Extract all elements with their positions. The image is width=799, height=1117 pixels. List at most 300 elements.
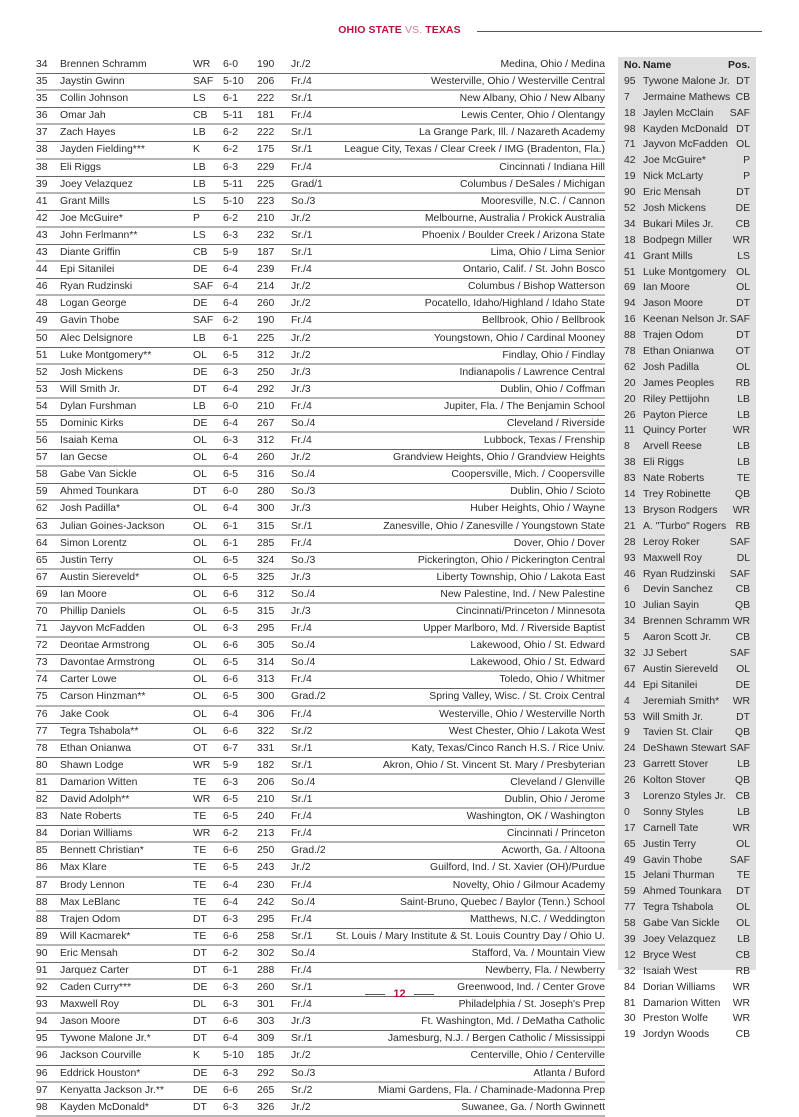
player-height: 6-4 [223, 452, 239, 464]
player-weight: 312 [257, 349, 275, 361]
roster-number: 36 [36, 110, 48, 122]
table-row [36, 142, 605, 159]
player-weight: 243 [257, 862, 275, 874]
sidebar-position: LB [737, 441, 750, 453]
table-row [36, 313, 605, 330]
roster-number: 97 [36, 1084, 48, 1096]
sidebar-position: RB [735, 520, 750, 532]
player-name: Max Klare [60, 862, 107, 874]
player-hometown: Columbus / DeSales / Michigan [460, 178, 605, 190]
table-row [36, 775, 605, 792]
player-name: Davontae Armstrong [60, 657, 155, 669]
sidebar-position: LS [737, 250, 750, 262]
player-hometown: Jupiter, Fla. / The Benjamin School [444, 400, 605, 412]
sidebar-position: OL [736, 902, 750, 914]
sidebar-name: Kayden McDonald [643, 123, 728, 135]
player-name: Ryan Rudzinski [60, 281, 133, 293]
player-name: Zach Hayes [60, 127, 116, 139]
sidebar-number: 59 [624, 886, 636, 898]
player-weight: 312 [257, 588, 275, 600]
sidebar-position: DT [736, 187, 750, 199]
sidebar-position: SAF [729, 107, 750, 119]
roster-number: 41 [36, 195, 48, 207]
list-item [618, 725, 756, 741]
player-height: 6-0 [223, 400, 239, 412]
sidebar-number: 26 [624, 409, 636, 421]
sidebar-number: 20 [624, 377, 636, 389]
player-weight: 314 [257, 657, 275, 669]
sidebar-name: Kolton Stover [643, 775, 706, 787]
player-hometown: Centerville, Ohio / Centerville [470, 1050, 605, 1062]
roster-number: 73 [36, 657, 48, 669]
player-weight: 306 [257, 708, 275, 720]
table-row [36, 912, 605, 929]
player-name: Justin Terry [60, 554, 113, 566]
player-height: 6-6 [223, 930, 239, 942]
sidebar-position: LB [737, 759, 750, 771]
player-position: CB [193, 110, 208, 122]
sidebar-number: 84 [624, 981, 636, 993]
sidebar-name: Gavin Thobe [643, 854, 703, 866]
player-hometown: Westerville, Ohio / Westerville Central [430, 76, 605, 88]
sidebar-position: OL [736, 139, 750, 151]
table-row [36, 399, 605, 416]
sidebar-name: Bodpegn Miller [643, 234, 713, 246]
list-item [618, 503, 756, 519]
sidebar-name: Keenan Nelson Jr. [643, 314, 728, 326]
player-class: So./4 [291, 588, 316, 600]
sidebar-number: 4 [624, 695, 630, 707]
player-name: Carter Lowe [60, 674, 117, 686]
player-weight: 222 [257, 127, 275, 139]
table-row [36, 177, 605, 194]
roster-number: 74 [36, 674, 48, 686]
sidebar-position: WR [732, 822, 750, 834]
player-height: 6-3 [223, 366, 239, 378]
table-row [36, 741, 605, 758]
sidebar-position: TE [736, 473, 750, 485]
player-weight: 250 [257, 366, 275, 378]
player-weight: 210 [257, 400, 275, 412]
player-position: SAF [193, 76, 214, 88]
table-row [36, 536, 605, 553]
player-height: 6-5 [223, 469, 239, 481]
player-name: Eddrick Houston* [60, 1067, 141, 1079]
player-height: 6-5 [223, 691, 239, 703]
player-hometown: Lewis Center, Ohio / Olentangy [461, 110, 605, 122]
player-class: Sr./1 [291, 742, 313, 754]
roster-number: 57 [36, 452, 48, 464]
list-item [618, 249, 756, 265]
player-hometown: Westerville, Ohio / Westerville North [439, 708, 605, 720]
table-row [36, 553, 605, 570]
player-name: Jason Moore [60, 1016, 121, 1028]
sidebar-name: Bryce West [643, 949, 696, 961]
sidebar-position: QB [734, 489, 750, 501]
player-weight: 260 [257, 298, 275, 310]
player-position: LB [193, 161, 206, 173]
player-name: Isaiah Kema [60, 435, 118, 447]
roster-number: 51 [36, 349, 48, 361]
sidebar-name: Jeremiah Smith* [643, 695, 720, 707]
player-class: Fr./4 [291, 708, 312, 720]
roster-number: 71 [36, 623, 48, 635]
player-height: 6-2 [223, 212, 239, 224]
player-hometown: Jamesburg, N.J. / Bergen Catholic / Mississippi [387, 1033, 605, 1045]
sidebar-position: DT [736, 330, 750, 342]
sidebar-number: 94 [624, 298, 636, 310]
player-weight: 210 [257, 212, 275, 224]
sidebar-number: 20 [624, 393, 636, 405]
table-row [36, 519, 605, 536]
player-height: 6-3 [223, 1067, 239, 1079]
roster-number: 58 [36, 469, 48, 481]
table-row [36, 724, 605, 741]
table-row [36, 74, 605, 91]
player-name: Brennen Schramm [60, 59, 147, 70]
roster-number: 35 [36, 76, 48, 88]
table-row [36, 878, 605, 895]
player-height: 6-6 [223, 588, 239, 600]
player-height: 6-6 [223, 725, 239, 737]
table-row [36, 792, 605, 809]
player-hometown: Indianapolis / Lawrence Central [459, 366, 605, 378]
player-weight: 190 [257, 315, 275, 327]
player-class: So./4 [291, 776, 316, 788]
sidebar-number: 78 [624, 346, 636, 358]
player-weight: 182 [257, 759, 275, 771]
list-item [618, 694, 756, 710]
sidebar-position: WR [732, 981, 750, 993]
player-weight: 303 [257, 1016, 275, 1028]
player-position: K [193, 144, 200, 156]
sidebar-name: Dorian Williams [643, 981, 716, 993]
roster-number: 76 [36, 708, 48, 720]
player-height: 6-6 [223, 845, 239, 857]
roster-number: 81 [36, 776, 48, 788]
player-height: 6-2 [223, 947, 239, 959]
sidebar-number: 58 [624, 918, 636, 930]
team-away: TEXAS [425, 24, 461, 36]
player-hometown: Newberry, Fla. / Newberry [485, 964, 605, 976]
sidebar-position: CB [735, 949, 750, 961]
player-height: 6-3 [223, 435, 239, 447]
table-row [36, 587, 605, 604]
sidebar-position: WR [732, 234, 750, 246]
player-position: OT [193, 742, 208, 754]
sidebar-position: P [743, 155, 750, 167]
player-weight: 250 [257, 845, 275, 857]
list-item [618, 344, 756, 360]
roster-number: 98 [36, 1101, 48, 1113]
player-position: OL [193, 520, 207, 532]
header-divider [477, 31, 762, 32]
table-row [36, 91, 605, 108]
roster-number: 49 [36, 315, 48, 327]
table-row [36, 638, 605, 655]
player-name: Kayden McDonald* [60, 1101, 149, 1113]
player-class: Fr./4 [291, 161, 312, 173]
player-height: 6-5 [223, 862, 239, 874]
roster-number: 34 [36, 59, 48, 70]
list-item [618, 630, 756, 646]
player-weight: 239 [257, 264, 275, 276]
player-height: 6-3 [223, 229, 239, 241]
player-hometown: Coopersville, Mich. / Coopersville [451, 469, 605, 481]
table-row [36, 1014, 605, 1031]
player-hometown: Columbus / Bishop Watterson [467, 281, 605, 293]
table-row [36, 501, 605, 518]
player-name: Jayvon McFadden [60, 623, 145, 635]
sidebar-position: CB [735, 1029, 750, 1041]
sidebar-number: 15 [624, 870, 636, 882]
sidebar-name: Brennen Schramm [643, 616, 730, 628]
sidebar-position: TE [736, 870, 750, 882]
player-position: LB [193, 400, 206, 412]
table-row [36, 416, 605, 433]
sidebar-number: 3 [624, 790, 630, 802]
list-item [618, 789, 756, 805]
player-position: K [193, 1050, 200, 1062]
sidebar-number: 32 [624, 647, 636, 659]
sidebar-name: Trey Robinette [643, 489, 711, 501]
list-item [618, 233, 756, 249]
player-name: Caden Curry*** [60, 982, 132, 994]
player-class: Fr./4 [291, 264, 312, 276]
player-class: Fr./4 [291, 315, 312, 327]
player-height: 6-3 [223, 161, 239, 173]
player-class: Fr./4 [291, 400, 312, 412]
player-name: Phillip Daniels [60, 606, 126, 617]
player-hometown: Phoenix / Boulder Creek / Arizona State [421, 229, 605, 241]
sidebar-number: 30 [624, 1013, 636, 1025]
roster-number: 67 [36, 571, 48, 583]
player-hometown: Philadelphia / St. Joseph's Prep [458, 999, 605, 1011]
roster-number: 64 [36, 537, 48, 549]
player-name: Shawn Lodge [60, 759, 124, 771]
list-item [618, 964, 756, 980]
sidebar-position: LB [737, 393, 750, 405]
player-class: Fr./4 [291, 913, 312, 925]
table-row [36, 262, 605, 279]
player-hometown: Melbourne, Australia / Prokick Australia [424, 212, 605, 224]
sidebar-number: 19 [624, 1029, 636, 1041]
player-weight: 225 [257, 178, 275, 190]
player-name: David Adolph** [60, 794, 130, 806]
player-name: Tywone Malone Jr.* [60, 1033, 151, 1045]
player-name: Epi Sitanilei [60, 264, 115, 276]
player-position: DT [193, 1101, 207, 1113]
player-class: Jr./2 [291, 332, 311, 344]
player-class: So./4 [291, 469, 316, 481]
table-row [36, 194, 605, 211]
roster-number: 78 [36, 742, 48, 754]
player-weight: 240 [257, 811, 275, 823]
player-class: So./4 [291, 947, 316, 959]
player-position: DT [193, 486, 207, 498]
table-row [36, 895, 605, 912]
player-weight: 292 [257, 1067, 275, 1079]
player-height: 6-2 [223, 144, 239, 156]
player-height: 6-1 [223, 520, 239, 532]
table-row [36, 1083, 605, 1100]
player-hometown: New Palestine, Ind. / New Palestine [440, 588, 605, 600]
player-name: Julian Goines-Jackson [60, 520, 165, 532]
player-hometown: League City, Texas / Clear Creek / IMG (Bradenton, Fla.) [344, 144, 605, 156]
player-position: TE [193, 776, 207, 788]
player-height: 6-0 [223, 59, 239, 70]
player-weight: 324 [257, 554, 275, 566]
player-position: OL [193, 708, 207, 720]
player-hometown: Pickerington, Ohio / Pickerington Central [417, 554, 605, 566]
list-item [618, 90, 756, 106]
player-position: SAF [193, 281, 214, 293]
player-class: Jr./3 [291, 571, 311, 583]
player-weight: 223 [257, 195, 275, 207]
list-item [618, 153, 756, 169]
sidebar-number: 77 [624, 902, 636, 914]
player-hometown: Grandview Heights, Ohio / Grandview Heights [393, 452, 605, 464]
sidebar-number: 34 [624, 616, 636, 628]
player-position: WR [193, 759, 211, 771]
list-item [618, 217, 756, 233]
roster-number: 38 [36, 161, 48, 173]
table-row [36, 279, 605, 296]
table-row [36, 433, 605, 450]
player-hometown: Mooresville, N.C. / Cannon [480, 195, 605, 207]
player-name: Will Smith Jr. [60, 383, 121, 395]
sidebar-number: 23 [624, 759, 636, 771]
player-position: OL [193, 435, 207, 447]
player-height: 6-5 [223, 571, 239, 583]
sidebar-name: Grant Mills [643, 250, 693, 262]
roster-number: 44 [36, 264, 48, 276]
list-item [618, 265, 756, 281]
player-position: TE [193, 845, 207, 857]
list-item [618, 408, 756, 424]
sidebar-position: OT [735, 346, 750, 358]
player-name: Simon Lorentz [60, 537, 127, 549]
player-position: OL [193, 571, 207, 583]
sidebar-number: 28 [624, 536, 636, 548]
sidebar-name: Bukari Miles Jr. [643, 218, 714, 230]
roster-number: 37 [36, 127, 48, 139]
player-class: Sr./1 [291, 93, 313, 105]
player-name: Ahmed Tounkara [60, 486, 139, 498]
sidebar-number: 88 [624, 330, 636, 342]
player-hometown: Dublin, Ohio / Scioto [510, 486, 605, 498]
player-height: 6-5 [223, 349, 239, 361]
player-hometown: New Albany, Ohio / New Albany [459, 93, 605, 105]
player-position: DE [193, 417, 208, 429]
sidebar-position: QB [734, 727, 750, 739]
player-position: DE [193, 1067, 208, 1079]
player-class: Fr./4 [291, 999, 312, 1011]
player-height: 6-3 [223, 999, 239, 1011]
player-class: Jr./2 [291, 349, 311, 361]
sidebar-name: Nate Roberts [643, 473, 705, 485]
player-class: So./3 [291, 1067, 316, 1079]
sidebar-name: Damarion Witten [643, 997, 721, 1009]
player-name: Ian Gecse [60, 452, 108, 464]
player-weight: 322 [257, 725, 275, 737]
sidebar-position: WR [732, 425, 750, 437]
player-name: Kenyatta Jackson Jr.** [60, 1084, 164, 1096]
player-class: Sr./1 [291, 520, 313, 532]
player-position: SAF [193, 315, 214, 327]
sidebar-position: LB [737, 409, 750, 421]
list-item [618, 519, 756, 535]
player-weight: 301 [257, 999, 275, 1011]
player-hometown: Katy, Texas/Cinco Ranch H.S. / Rice Univ. [411, 742, 605, 754]
list-item [618, 932, 756, 948]
player-class: Jr./2 [291, 212, 311, 224]
sidebar-number: 8 [624, 441, 630, 453]
player-name: Will Kacmarek* [60, 930, 131, 942]
player-height: 6-6 [223, 674, 239, 686]
player-class: So./4 [291, 896, 316, 908]
player-class: So./3 [291, 486, 316, 498]
sidebar-number: 21 [624, 520, 636, 532]
sidebar-number: 17 [624, 822, 636, 834]
table-row [36, 570, 605, 587]
sidebar-position: CB [735, 584, 750, 596]
player-name: John Ferlmann** [60, 229, 138, 241]
sidebar-name: Isaiah West [643, 965, 698, 977]
player-class: Sr./1 [291, 759, 313, 771]
player-weight: 295 [257, 623, 275, 635]
sidebar-name: Quincy Porter [643, 425, 707, 437]
player-weight: 295 [257, 913, 275, 925]
sidebar-name: Ryan Rudzinski [643, 568, 716, 580]
player-position: DT [193, 1016, 207, 1028]
sidebar-name: JJ Sebert [643, 647, 687, 659]
player-name: Dorian Williams [60, 828, 133, 840]
player-name: Maxwell Roy [60, 999, 119, 1011]
player-weight: 300 [257, 691, 275, 703]
player-name: Diante Griffin [60, 247, 121, 259]
roster-number: 69 [36, 588, 48, 600]
roster-number: 55 [36, 417, 48, 429]
table-row [36, 963, 605, 980]
roster-number: 59 [36, 486, 48, 498]
roster-number: 77 [36, 725, 48, 737]
player-weight: 265 [257, 1084, 275, 1096]
player-class: So./4 [291, 417, 316, 429]
sidebar-name: Arvell Reese [643, 441, 702, 453]
sidebar-name: Justin Terry [643, 838, 696, 850]
player-position: TE [193, 896, 207, 908]
player-weight: 309 [257, 1033, 275, 1045]
player-class: Fr./4 [291, 110, 312, 122]
player-height: 6-0 [223, 486, 239, 498]
sidebar-number: 69 [624, 282, 636, 294]
player-height: 6-4 [223, 298, 239, 310]
player-height: 6-1 [223, 537, 239, 549]
player-class: Fr./4 [291, 537, 312, 549]
player-position: DT [193, 964, 207, 976]
player-weight: 206 [257, 76, 275, 88]
list-item [618, 916, 756, 932]
sidebar-name: Lorenzo Styles Jr. [643, 790, 726, 802]
list-item [618, 614, 756, 630]
player-height: 6-6 [223, 1016, 239, 1028]
list-item [618, 106, 756, 122]
player-height: 6-6 [223, 640, 239, 652]
player-height: 5-10 [223, 1050, 244, 1062]
roster-number: 53 [36, 383, 48, 395]
roster-number: 88 [36, 896, 48, 908]
